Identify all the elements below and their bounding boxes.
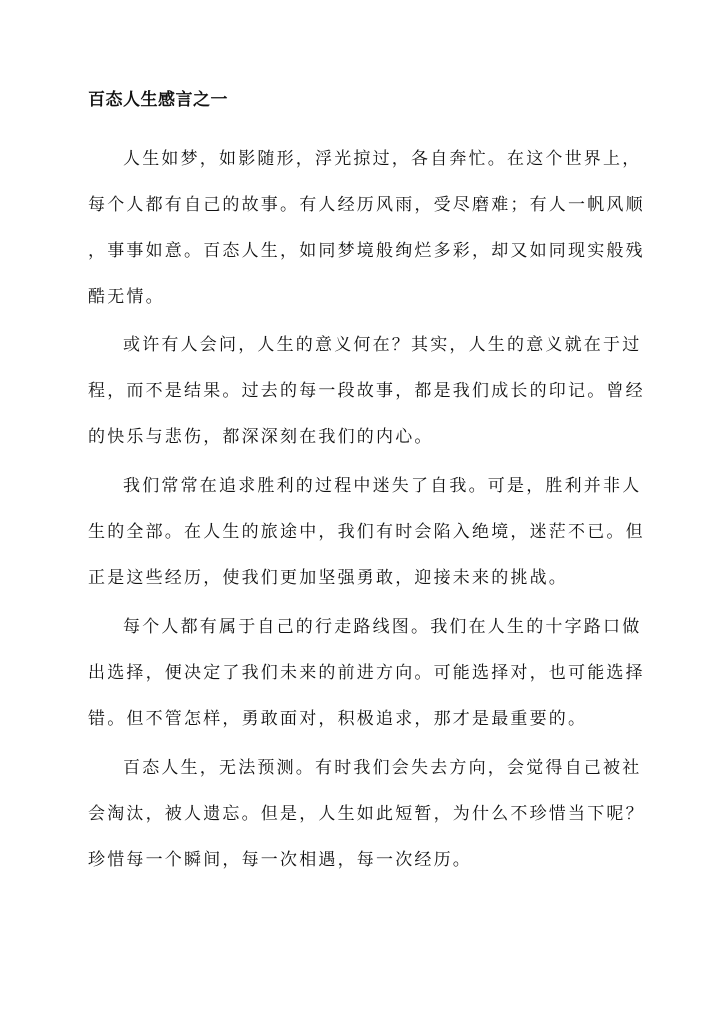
paragraph-line: 我们常常在追求胜利的过程中迷失了自我。可是，胜利并非人	[123, 476, 642, 496]
paragraph-line: 会淘汰，被人遗忘。但是，人生如此短暂，为什么不珍惜当下呢？	[88, 804, 645, 824]
paragraph-line: ，事事如意。百态人生，如同梦境般绚烂多彩，却又如同现实般残	[88, 241, 645, 261]
paragraph-line: 生的全部。在人生的旅途中，我们有时会陷入绝境，迷茫不已。但	[88, 522, 645, 542]
document-title: 百态人生感言之一	[88, 90, 228, 110]
paragraph-line: 错。但不管怎样，勇敢面对，积极追求，那才是最重要的。	[88, 709, 588, 729]
paragraph-line: 人生如梦，如影随形，浮光掠过，各自奔忙。在这个世界上，	[123, 149, 642, 169]
paragraph-line: 酷无情。	[88, 287, 165, 307]
paragraph-line: 每个人都有自己的故事。有人经历风雨，受尽磨难；有人一帆风顺	[88, 195, 645, 215]
paragraph-line: 正是这些经历，使我们更加坚强勇敢，迎接未来的挑战。	[88, 568, 568, 588]
paragraph-1	[88, 136, 648, 320]
paragraph-line: 出选择，便决定了我们未来的前进方向。可能选择对，也可能选择	[88, 663, 645, 683]
paragraph-line: 百态人生，无法预测。有时我们会失去方向，会觉得自己被社	[123, 758, 642, 778]
paragraph-line: 程，而不是结果。过去的每一段故事，都是我们成长的印记。曾经	[88, 381, 645, 401]
paragraph-5	[88, 745, 648, 883]
paragraph-line: 的快乐与悲伤，都深深刻在我们的内心。	[88, 427, 434, 447]
paragraph-4	[88, 604, 648, 742]
paragraph-line: 或许有人会问，人生的意义何在？其实，人生的意义就在于过	[123, 335, 642, 355]
paragraph-2	[88, 322, 648, 460]
paragraph-3	[88, 463, 648, 601]
paragraph-line: 每个人都有属于自己的行走路线图。我们在人生的十字路口做	[123, 617, 642, 637]
paragraph-line: 珍惜每一个瞬间，每一次相遇，每一次经历。	[88, 850, 472, 870]
